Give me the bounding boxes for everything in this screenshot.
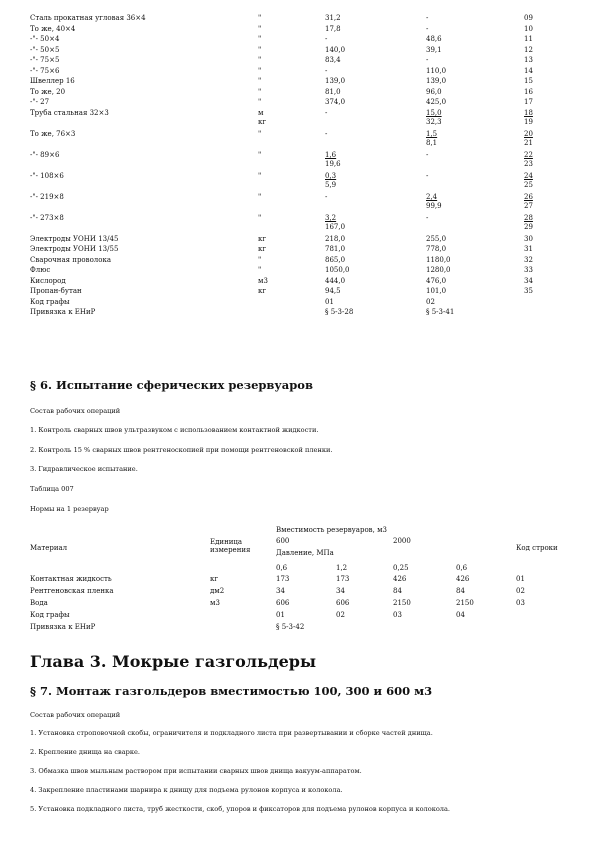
material-name: -"- 89×6	[30, 150, 60, 159]
value-col2: 476,0	[426, 276, 447, 285]
norms-label: Нормы на 1 резервуар	[30, 505, 109, 513]
row-code: 10	[524, 24, 533, 33]
capacity-2000: 2000	[393, 537, 411, 545]
code-header: Код строки	[516, 544, 558, 552]
value-col1: 31,2	[325, 14, 341, 22]
material-name: -"- 219×8	[30, 192, 64, 201]
operation-item: 1. Установка строповочной скобы, ограничителя и подкладного листа при развертывании и сборке частей днища.	[30, 729, 433, 737]
cell-value: 606	[276, 599, 290, 607]
value-col1: 3,2 167,0	[325, 213, 346, 231]
row-code: 11	[524, 35, 533, 43]
value-col1: 1050,0	[325, 266, 350, 274]
graph-code: 02	[336, 611, 345, 619]
unit-header: Единица измерения	[210, 538, 251, 554]
row-code: 02	[516, 587, 525, 595]
row-code: 01	[516, 575, 525, 583]
graph-code: 01	[276, 611, 285, 619]
material-unit: кг	[210, 575, 219, 583]
cell-value: 2150	[393, 599, 411, 607]
material-unit: м3	[210, 599, 220, 607]
material-name: Контактная жидкость	[30, 575, 112, 583]
operation-item: 3. Обмазка швов мыльным раствором при испытании сварных швов днища вакуум-аппаратом.	[30, 767, 362, 775]
value-col2: 778,0	[426, 245, 447, 253]
table-label: Таблица 007	[30, 485, 74, 493]
cell-value: 2150	[456, 599, 474, 607]
row-code: 31	[524, 245, 533, 253]
material-unit: "	[258, 35, 262, 43]
row-code: 33	[524, 266, 533, 274]
cell-value: 426	[456, 575, 470, 583]
graph-code-label: Код графы	[30, 297, 70, 306]
table-row	[30, 35, 570, 46]
pressure-value: 0,6	[276, 564, 288, 572]
capacity-600: 600	[276, 537, 290, 545]
row-code: 35	[524, 287, 533, 295]
table-row	[30, 214, 570, 235]
row-code: 12	[524, 45, 533, 54]
material-unit: "	[258, 150, 262, 159]
cell-value: 34	[336, 587, 345, 595]
pressure-value: 0,25	[393, 564, 409, 572]
cell-value: 84	[456, 587, 465, 595]
value-col2: 48,6	[426, 35, 442, 43]
cell-value: 34	[276, 587, 285, 595]
table-row	[30, 235, 570, 246]
value-col1: -	[325, 129, 328, 138]
chapter-heading: Глава 3. Мокрые газгольдеры	[30, 652, 317, 671]
table-row	[30, 151, 570, 172]
material-name: -"- 75×5	[30, 56, 60, 64]
material-unit: "	[258, 266, 262, 274]
value-col2: -	[426, 213, 429, 222]
value-col1: 17,8	[325, 24, 341, 33]
material-unit: "	[258, 14, 262, 22]
material-unit: кг	[258, 234, 267, 243]
cell-value: 173	[276, 575, 290, 583]
material-name: Труба стальная 32×3	[30, 108, 109, 117]
value-col2: 139,0	[426, 77, 447, 85]
operation-item: 1. Контроль сварных швов ультразвуком с использованием контактной жидкости.	[30, 426, 319, 434]
material-name: Флюс	[30, 266, 51, 274]
value-col2: 15,0 32,3	[426, 108, 442, 126]
value-col2: 101,0	[426, 287, 447, 295]
table-row	[30, 287, 570, 298]
operation-item: 2. Крепление днища на сварке.	[30, 748, 140, 756]
value-col2: 1280,0	[426, 266, 451, 274]
table-row	[30, 98, 570, 109]
enir-ref: § 5-3-28	[325, 308, 354, 316]
material-name: То же, 20	[30, 87, 66, 96]
row-code: 13	[524, 56, 533, 64]
value-col1: 374,0	[325, 98, 346, 106]
material-name: Электроды УОНИ 13/55	[30, 245, 119, 253]
material-unit: "	[258, 66, 262, 75]
value-col1: 444,0	[325, 276, 346, 285]
materials-table	[30, 14, 570, 319]
material-unit: "	[258, 24, 262, 33]
value-col1: -	[325, 66, 328, 75]
value-col1: 81,0	[325, 87, 341, 96]
material-unit: "	[258, 77, 262, 85]
pressure-value: 1,2	[336, 564, 348, 572]
material-name: -"- 50×5	[30, 45, 60, 54]
material-unit: м кг	[258, 108, 267, 126]
material-name: -"- 75×6	[30, 66, 60, 75]
value-col2: 425,0	[426, 98, 447, 106]
enir-ref: § 5-3-42	[276, 623, 305, 631]
table-row	[30, 130, 570, 151]
value-col1: 83,4	[325, 56, 341, 64]
material-name: То же, 40×4	[30, 24, 76, 33]
row-code: 14	[524, 66, 533, 75]
table-row	[30, 277, 570, 288]
row-code: 28 29	[524, 213, 533, 231]
table-row	[30, 245, 570, 256]
material-unit: кг	[258, 287, 267, 295]
material-name: -"- 108×6	[30, 171, 64, 180]
operation-item: 4. Закрепление пластинами шарнира к днищу для подъема рулонов корпуса и колокола.	[30, 786, 343, 794]
row-code: 17	[524, 98, 533, 106]
value-col2: 110,0	[426, 66, 447, 75]
material-name: -"- 27	[30, 98, 50, 106]
material-name: То же, 76×3	[30, 129, 76, 138]
enir-ref-label: Привязка к ЕНиР	[30, 623, 96, 631]
value-col1: -	[325, 35, 328, 43]
row-code: 03	[516, 599, 525, 607]
material-name: Пропан-бутан	[30, 287, 82, 295]
row-code: 24 25	[524, 171, 533, 189]
table-row	[30, 14, 570, 25]
material-unit: "	[258, 56, 262, 64]
material-unit: "	[258, 213, 262, 222]
row-code: 34	[524, 276, 533, 285]
material-header: Материал	[30, 544, 68, 552]
material-unit: "	[258, 98, 262, 106]
cell-value: 173	[336, 575, 350, 583]
material-name: Вода	[30, 599, 48, 607]
value-col2: 1,5 8,1	[426, 129, 438, 147]
material-unit: "	[258, 255, 262, 264]
material-name: -"- 50×4	[30, 35, 60, 43]
table-row	[30, 25, 570, 36]
operation-item: 3. Гидравлическое испытание.	[30, 465, 138, 473]
enir-ref-row	[30, 308, 570, 319]
value-col1: 781,0	[325, 245, 346, 253]
material-name: Швеллер 16	[30, 77, 75, 85]
material-name: Сталь прокатная угловая 36×4	[30, 14, 146, 22]
value-col1: 218,0	[325, 234, 346, 243]
section-heading: § 7. Монтаж газгольдеров вместимостью 100, 300 и 600 м3	[30, 684, 433, 698]
pressure-header: Давление, МПа	[276, 549, 334, 557]
value-col1: 140,0	[325, 45, 346, 54]
value-col1: -	[325, 108, 328, 117]
value-col1: 865,0	[325, 255, 346, 264]
ops-title: Состав рабочих операций	[30, 711, 121, 719]
row-code: 26 27	[524, 192, 533, 210]
table-007	[30, 522, 570, 642]
row-code: 18 19	[524, 108, 533, 126]
material-name: Рентгеновская пленка	[30, 587, 114, 595]
row-code: 20 21	[524, 129, 533, 147]
material-unit: "	[258, 129, 262, 138]
row-code: 22 23	[524, 150, 533, 168]
table-row	[30, 109, 570, 130]
value-col1: 94,5	[325, 287, 341, 295]
row-code: 09	[524, 14, 533, 22]
table-row	[30, 256, 570, 267]
material-unit: "	[258, 171, 262, 180]
table-row	[30, 46, 570, 57]
material-name: Сварочная проволока	[30, 255, 111, 264]
value-col2: -	[426, 150, 429, 159]
value-col2: -	[426, 14, 429, 22]
row-code: 32	[524, 255, 533, 264]
value-col2: 255,0	[426, 234, 447, 243]
value-col1: 1,6 19,6	[325, 150, 341, 168]
enir-ref-label: Привязка к ЕНиР	[30, 308, 96, 316]
material-unit: дм2	[210, 587, 225, 595]
value-col2: -	[426, 171, 429, 180]
graph-code: 01	[325, 297, 334, 306]
pressure-value: 0,6	[456, 564, 468, 572]
value-col2: 96,0	[426, 87, 442, 96]
value-col1: -	[325, 192, 328, 201]
material-unit: м3	[258, 276, 268, 285]
material-name: Кислород	[30, 276, 66, 285]
table-row	[30, 172, 570, 193]
value-col1: 139,0	[325, 77, 346, 85]
section-heading: § 6. Испытание сферических резервуаров	[30, 378, 313, 392]
row-code: 30	[524, 234, 533, 243]
graph-code: 03	[393, 611, 402, 619]
material-unit: "	[258, 45, 262, 54]
graph-code: 02	[426, 297, 435, 306]
enir-ref: § 5-3-41	[426, 308, 455, 316]
graph-code-row	[30, 298, 570, 309]
value-col1: 0,3 5,9	[325, 171, 337, 189]
table-row	[30, 266, 570, 277]
cell-value: 426	[393, 575, 407, 583]
material-name: Электроды УОНИ 13/45	[30, 234, 119, 243]
value-col2: -	[426, 56, 429, 64]
table-row	[30, 77, 570, 88]
graph-code: 04	[456, 611, 465, 619]
cell-value: 606	[336, 599, 350, 607]
operation-item: 2. Контроль 15 % сварных швов рентгеноскопией при помощи рентгеновской пленки.	[30, 446, 333, 454]
table-row	[30, 193, 570, 214]
value-col2: -	[426, 24, 429, 33]
table-row	[30, 88, 570, 99]
row-code: 16	[524, 87, 533, 96]
material-unit: кг	[258, 245, 267, 253]
row-code: 15	[524, 77, 533, 85]
value-col2: 1180,0	[426, 255, 451, 264]
ops-title: Состав рабочих операций	[30, 407, 121, 415]
cell-value: 84	[393, 587, 402, 595]
table-row	[30, 67, 570, 78]
material-name: -"- 273×8	[30, 213, 64, 222]
capacity-header: Вместимость резервуаров, м3	[276, 526, 387, 534]
material-unit: "	[258, 87, 262, 96]
graph-code-label: Код графы	[30, 611, 70, 619]
table-row	[30, 56, 570, 67]
value-col2: 2,4 99,9	[426, 192, 442, 210]
operation-item: 5. Установка подкладного листа, труб жесткости, скоб, упоров и фиксаторов для подъема рулонов корпуса и колокола.	[30, 805, 451, 813]
value-col2: 39,1	[426, 45, 442, 54]
material-unit: "	[258, 192, 262, 201]
